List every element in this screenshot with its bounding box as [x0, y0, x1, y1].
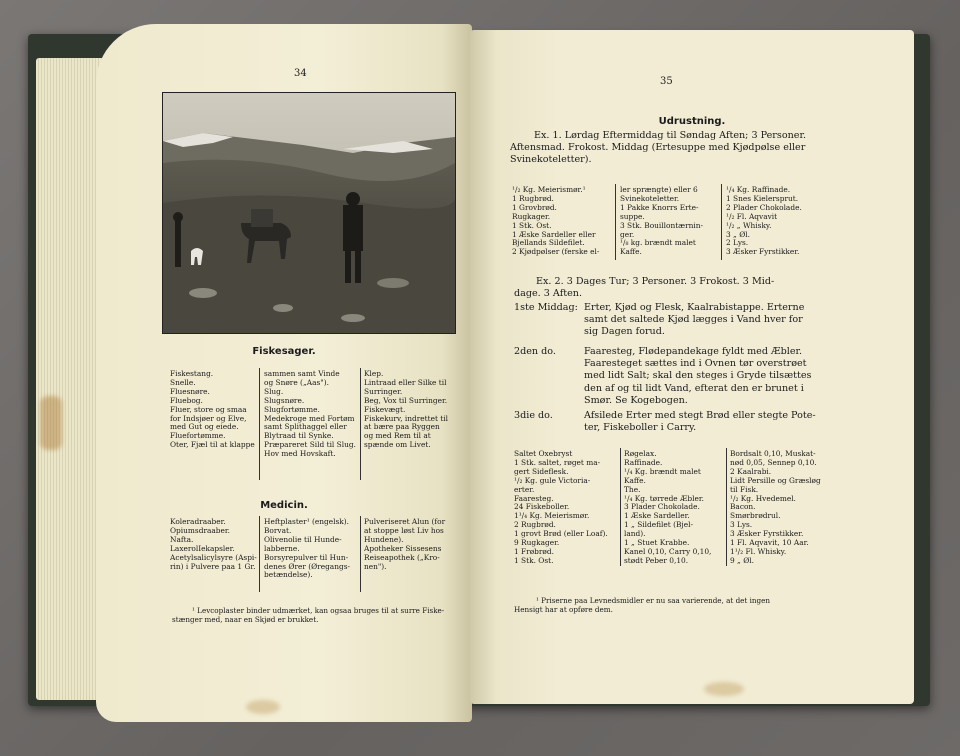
list-item: Bacon. — [730, 503, 756, 512]
list-item: 1 Grovbrød. — [512, 203, 557, 212]
list-item: Reiseapothek („Kro- — [364, 553, 440, 562]
paper-stain — [40, 396, 62, 450]
list-item: rin) i Pulvere paa 1 Gr. — [170, 562, 256, 571]
list-item: og med Rem til at — [364, 432, 431, 441]
list-item: Bjellands Sildefilet. — [512, 239, 585, 248]
list-item: nød 0,05, Sennep 0,10. — [730, 458, 817, 467]
list-item: Hov med Hovskaft. — [264, 450, 336, 459]
list-item: 1 Snes Kielersprut. — [726, 194, 799, 203]
text-line: samt det saltede Kjød lægges i Vand hver for — [584, 314, 803, 326]
list-item: 9 „ Øl. — [730, 556, 755, 565]
list-item: Beg, Vox til Surringer. — [364, 396, 448, 405]
meal-row-3 — [514, 410, 874, 436]
list-item: ¹/₄ Kg. Raffinade. — [726, 186, 791, 194]
list-item: 2 Plader Chokolade. — [726, 203, 802, 212]
list-item: Nafta. — [170, 535, 194, 544]
list-item: sammen samt Vinde — [264, 370, 340, 378]
list-item: 2 Kaalrabi. — [730, 467, 772, 476]
column-divider — [259, 368, 260, 480]
list-item: Fluebog. — [170, 396, 203, 405]
page-number: 34 — [294, 68, 307, 79]
footnote-line: ¹ Levcoplaster binder udmærket, kan ogsaa bruges til at surre Fiske- — [192, 606, 445, 615]
list-item: Kaffe. — [620, 248, 642, 257]
list-item: denes Ører (Øregangs- — [264, 562, 350, 571]
list-item: ger. — [620, 230, 635, 239]
list-item: 1 Æske Sardeller. — [624, 512, 690, 521]
list-item: Fiskevægt. — [364, 405, 406, 414]
list-item: ¹/₄ Kg. brændt malet — [624, 467, 701, 476]
list-item: for Indsjøer og Elve, — [170, 414, 247, 423]
list-item: 3 Plader Chokolade. — [624, 503, 700, 512]
meal-row-1 — [514, 302, 874, 342]
text-line: den af og til lidt Vand, efterat den er brunet i — [584, 382, 804, 394]
list-item: 3 Æsker Fyrstikker. — [726, 248, 800, 257]
right-page — [470, 30, 914, 704]
list-item: 1 grovt Brød (eller Loaf). — [514, 530, 608, 539]
list-item: 24 Fiskeboller. — [514, 503, 570, 512]
medicin-column-1 — [170, 518, 258, 571]
text-line: Faaresteg, Flødepandekage fyldt med Æbler. — [584, 346, 803, 357]
list-item: 3 „ Øl. — [726, 230, 751, 239]
list-item: 1 Stk. Ost. — [514, 556, 554, 565]
list-item: 2 Rugbrød. — [514, 521, 556, 530]
list-item: Olivenolie til Hunde- — [264, 535, 342, 544]
page-number: 35 — [660, 76, 673, 87]
example-2-intro — [514, 276, 774, 300]
list-item: 3 Lys. — [730, 521, 753, 530]
meal-label: 2den do. — [514, 346, 556, 357]
text-line: Erter, Kjød og Flesk, Kaalrabistappe. Erterne — [584, 302, 805, 313]
list-item: stødt Peber 0,10. — [624, 556, 689, 565]
text-line: dage. 3 Aften. — [514, 288, 583, 300]
section-title-fiskesager: Fiskesager. — [252, 346, 316, 357]
list-item: betændelse). — [264, 571, 313, 580]
list-item: ¹/₈ kg. brændt malet — [620, 239, 696, 248]
list-item: 2 Lys. — [726, 239, 749, 248]
footnote-line: ¹ Priserne paa Levnedsmidler er nu saa varierende, at det ingen — [536, 596, 771, 605]
column-divider — [615, 184, 616, 260]
paper-stain — [246, 700, 280, 714]
list-item: Kanel 0,10, Carry 0,10, — [624, 547, 712, 556]
list-item: Acetylsalicylsyre (Aspi- — [170, 553, 257, 562]
footnote — [172, 606, 462, 624]
list-item: 3 Æsker Fyrstikker. — [730, 530, 804, 539]
list-item: Fluesnøre. — [170, 387, 210, 396]
list-item: Apotheker Sissesens — [364, 544, 442, 553]
list-item: 1¹/₄ Kg. Meierismør. — [514, 512, 590, 521]
list-item: Saltet Oxebryst — [514, 450, 573, 458]
text-line: Svinekoteletter). — [510, 154, 592, 166]
text-line: Ex. 2. 3 Dages Tur; 3 Personer. 3 Frokost. 3 Mid- — [536, 276, 775, 287]
list-item: Faaresteg. — [514, 494, 554, 503]
list-item: 1 Æske Sardeller eller — [512, 230, 596, 239]
list-item: Smørbrødrul. — [730, 512, 781, 521]
list-item: til Fisk. — [730, 485, 759, 494]
list-item: at stoppe løst Liv hos — [364, 526, 444, 535]
list-item: ¹/₄ Kg. tørrede Æbler. — [624, 494, 704, 503]
list-item: samt Splithaggel eller — [264, 423, 347, 432]
list-item: ¹/₂ Kg. gule Victoria- — [514, 476, 591, 485]
example-2-column-2 — [624, 450, 724, 566]
text-line: ter, Fiskeboller i Carry. — [584, 422, 697, 434]
list-item: ¹/₂ Fl. Aqvavit — [726, 212, 778, 221]
list-item: ¹/₂ „ Whisky. — [726, 221, 772, 230]
list-item: 1 Stk. Ost. — [512, 221, 552, 230]
column-divider — [360, 516, 361, 592]
list-item: 1 „ Stuet Krabbe. — [624, 539, 690, 548]
list-item: 1 Frøbrød. — [514, 547, 554, 556]
meal-label: 1ste Middag: — [514, 302, 578, 313]
column-divider — [620, 448, 621, 566]
column-divider — [721, 184, 722, 260]
list-item: Hundene). — [364, 535, 404, 544]
text-line: Faaresteget sættes ind i Ovnen tør overstrøet — [584, 358, 807, 370]
paper-stain — [704, 682, 744, 696]
footnote-line: stænger med, naar en Skjød er brukket. — [172, 615, 319, 624]
list-item: Lintraad eller Silke til — [364, 378, 447, 387]
list-item: 1 Fl. Aqvavit, 10 Aar. — [730, 539, 809, 548]
list-item: Slug. — [264, 387, 284, 396]
text-line: med lidt Salt; skal den steges i Gryde tilsættes — [584, 370, 812, 382]
text-line: Ex. 1. Lørdag Eftermiddag til Søndag Aften; 3 Personer. — [534, 130, 807, 141]
example-1-intro — [510, 130, 806, 166]
list-item: gert Sideflesk. — [514, 467, 569, 476]
column-divider — [360, 368, 361, 480]
list-item: Pulveriseret Alun (for — [364, 518, 446, 526]
list-item: Fluer, store og smaa — [170, 405, 247, 414]
page-title: Udrustning. — [658, 116, 726, 127]
footnote — [514, 596, 894, 614]
example-1-column-3 — [726, 186, 826, 257]
list-item: Koleradraaber. — [170, 518, 226, 526]
list-item: 1 „ Sildefilet (Bjel- — [624, 521, 693, 530]
example-2-column-1 — [514, 450, 618, 566]
text-line: Aftensmad. Frokost. Middag (Ertesuppe med Kjødpølse eller — [510, 142, 806, 154]
medicin-column-3 — [364, 518, 456, 571]
list-item: suppe. — [620, 212, 645, 221]
list-item: ¹/₂ Kg. Meierismør.¹ — [512, 186, 586, 194]
list-item: 2 Kjødpølser (ferske el- — [512, 248, 600, 257]
meal-row-2 — [514, 346, 874, 410]
text-line: Smør. Se Kogebogen. — [584, 394, 688, 406]
list-item: 9 Rugkager. — [514, 539, 560, 548]
list-item: Blytraad til Synke. — [264, 432, 334, 441]
list-item: Slugsnøre. — [264, 396, 305, 405]
list-item: Fiskestang. — [170, 370, 214, 378]
list-item: ¹/₂ Kg. Hvedemel. — [730, 494, 796, 503]
list-item: Borvat. — [264, 526, 292, 535]
list-item: Surringer. — [364, 387, 403, 396]
list-item: Snelle. — [170, 378, 196, 387]
text-line: sig Dagen forud. — [584, 326, 665, 338]
list-item: labberne. — [264, 544, 300, 553]
column-divider — [259, 516, 260, 592]
list-item: 1¹/₂ Fl. Whisky. — [730, 547, 787, 556]
list-item: Heftplaster¹ (engelsk). — [264, 518, 349, 526]
fiskesager-column-3 — [364, 370, 456, 450]
list-item: Slugfortømme. — [264, 405, 320, 414]
example-2-column-3 — [730, 450, 834, 566]
section-title-medicin: Medicin. — [260, 500, 308, 511]
list-item: erter. — [514, 485, 535, 494]
list-item: nen"). — [364, 562, 387, 571]
list-item: Præpareret Sild til Slug. — [264, 441, 356, 450]
list-item: 1 Pakke Knorrs Erte- — [620, 203, 699, 212]
list-item: land). — [624, 530, 646, 539]
fiskesager-column-1 — [170, 370, 256, 450]
list-item: The. — [624, 485, 641, 494]
list-item: at bære paa Ryggen — [364, 423, 440, 432]
list-item: med Gut og eiede. — [170, 423, 239, 432]
footnote-line: Hensigt har at opføre dem. — [514, 605, 613, 614]
text-line: Afsilede Erter med stegt Brød eller stegte Pote- — [584, 410, 816, 421]
list-item: Oter, Fjæl til at klappe — [170, 441, 255, 450]
list-item: ler sprængte) eller 6 — [620, 186, 698, 194]
list-item: 1 Stk. saltet, røget ma- — [514, 458, 601, 467]
left-page — [96, 24, 472, 722]
list-item: 1 Rugbrød. — [512, 194, 554, 203]
example-1-column-2 — [620, 186, 720, 257]
list-item: spænde om Livet. — [364, 441, 431, 450]
meal-label: 3die do. — [514, 410, 553, 421]
landscape-photo — [162, 92, 456, 334]
list-item: Svinekoteletter. — [620, 194, 680, 203]
list-item: Rugkager. — [512, 212, 551, 221]
list-item: Klep. — [364, 370, 384, 378]
example-1-column-1 — [512, 186, 612, 257]
list-item: 3 Stk. Bouillontærnin- — [620, 221, 704, 230]
list-item: og Snøre („Aas"). — [264, 378, 329, 387]
list-item: Røgelax. — [624, 450, 657, 458]
list-item: Lidt Persille og Græsløg — [730, 476, 821, 485]
list-item: Borsyrepulver til Hun- — [264, 553, 349, 562]
list-item: Bordsalt 0,10, Muskat- — [730, 450, 816, 458]
medicin-column-2 — [264, 518, 358, 580]
list-item: Opiumsdraaber. — [170, 526, 230, 535]
list-item: Fiskekurv, indrettet til — [364, 414, 448, 423]
list-item: Fluefortømme. — [170, 432, 226, 441]
list-item: Medekroge med Fortøm — [264, 414, 355, 423]
list-item: Raffinade. — [624, 458, 663, 467]
list-item: LaxerolIekapsler. — [170, 544, 235, 553]
list-item: Kaffe. — [624, 476, 646, 485]
fiskesager-column-2 — [264, 370, 358, 459]
column-divider — [726, 448, 727, 566]
